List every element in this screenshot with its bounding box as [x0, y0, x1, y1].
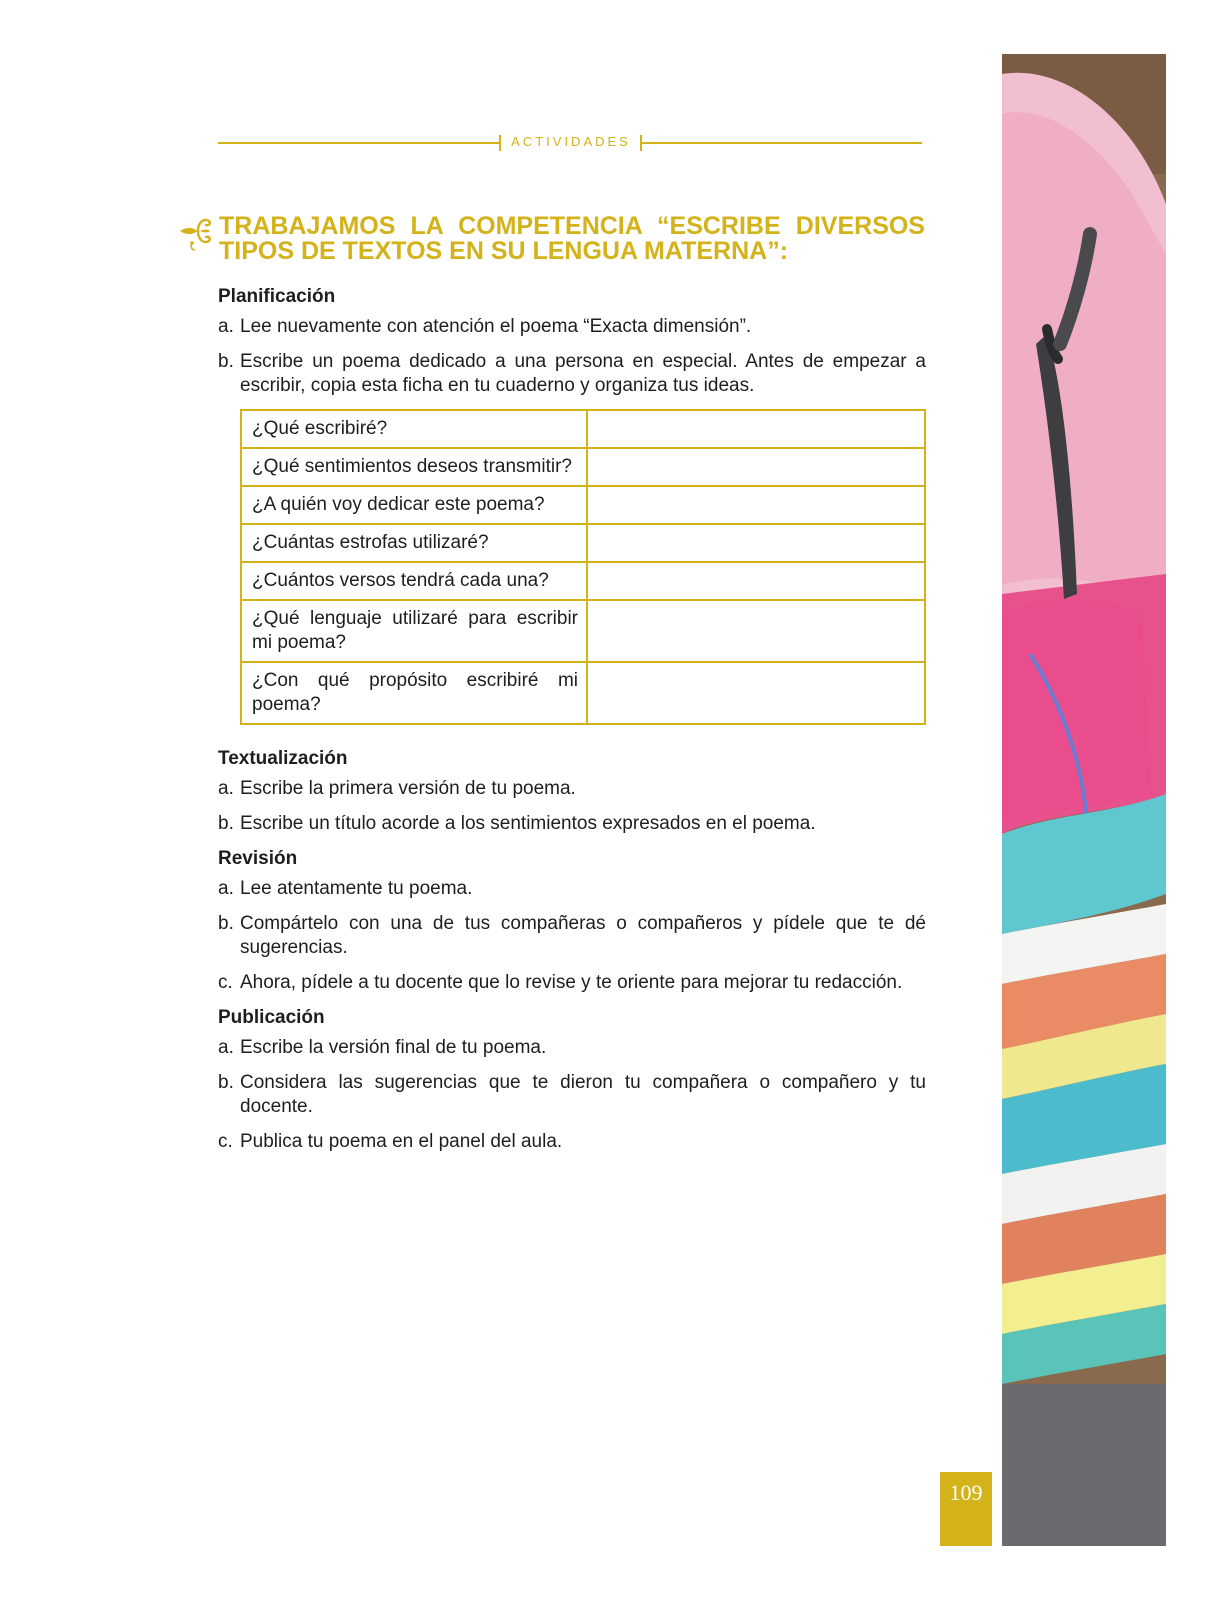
heading-publicacion: Publicación — [218, 1007, 325, 1028]
planning-table — [240, 409, 926, 725]
list-item — [218, 971, 926, 995]
header-label: ACTIVIDADES — [511, 134, 631, 149]
item-letter: c. — [218, 972, 233, 993]
question-cell: ¿Qué lenguaje utilizaré para escribir mi poema? — [241, 600, 587, 662]
item-letter: a. — [218, 1037, 234, 1058]
item-text: Lee atentamente tu poema. — [240, 878, 473, 899]
item-text: Considera las sugerencias que te dieron tu compañera o compañero y tu docente. — [240, 1072, 926, 1117]
item-letter: c. — [218, 1131, 233, 1152]
list-item — [218, 877, 926, 901]
question-cell: ¿Qué sentimientos deseos transmitir? — [241, 448, 587, 486]
item-letter: a. — [218, 778, 234, 799]
fleuron-icon — [178, 212, 212, 252]
header-rule-right — [641, 142, 922, 144]
item-letter: b. — [218, 913, 234, 934]
item-text: Escribe la versión final de tu poema. — [240, 1037, 547, 1058]
item-letter: a. — [218, 878, 234, 899]
heading-textualizacion: Textualización — [218, 748, 348, 769]
list-item — [218, 1130, 926, 1154]
item-letter: b. — [218, 813, 234, 834]
answer-cell — [587, 448, 925, 486]
list-item — [218, 777, 926, 801]
table-row — [241, 524, 925, 562]
question-cell: ¿Cuántas estrofas utilizaré? — [241, 524, 587, 562]
item-text: Escribe la primera versión de tu poema. — [240, 778, 576, 799]
answer-cell — [587, 662, 925, 724]
item-text: Publica tu poema en el panel del aula. — [240, 1131, 563, 1152]
item-text: Ahora, pídele a tu docente que lo revise y te oriente para mejorar tu redacción. — [240, 972, 903, 993]
heading-revision: Revisión — [218, 848, 298, 869]
section-title: TRABAJAMOS LA COMPETENCIA “ESCRIBE DIVERSOS TIPOS DE TEXTOS EN SU LENGUA MATERNA”: — [219, 212, 925, 265]
answer-cell — [587, 562, 925, 600]
activity-content — [218, 285, 926, 1165]
item-text: Escribe un poema dedicado a una persona en especial. Antes de empezar a escribir, copia esta ficha en tu cuaderno y organiza tus ideas. — [240, 351, 926, 396]
table-row — [241, 486, 925, 524]
table-row — [241, 600, 925, 662]
list-item — [218, 1036, 926, 1060]
item-letter: b. — [218, 351, 234, 372]
list-item — [218, 812, 926, 836]
table-row — [241, 410, 925, 448]
header-rule-left — [218, 142, 500, 144]
answer-cell — [587, 486, 925, 524]
answer-cell — [587, 524, 925, 562]
item-text: Escribe un título acorde a los sentimientos expresados en el poema. — [240, 813, 816, 834]
list-item — [218, 315, 926, 339]
question-cell: ¿Con qué propósito escribiré mi poema? — [241, 662, 587, 724]
list-item — [218, 912, 926, 960]
question-cell: ¿A quién voy dedicar este poema? — [241, 486, 587, 524]
item-text: Lee nuevamente con atención el poema “Exacta dimensión”. — [240, 316, 752, 337]
item-text: Compártelo con una de tus compañeras o compañeros y pídele que te dé sugerencias. — [240, 913, 926, 958]
header-tick-left — [499, 135, 501, 151]
question-cell: ¿Cuántos versos tendrá cada una? — [241, 562, 587, 600]
question-cell: ¿Qué escribiré? — [241, 410, 587, 448]
answer-cell — [587, 410, 925, 448]
heading-planificacion: Planificación — [218, 286, 336, 307]
table-row — [241, 562, 925, 600]
page-number: 109 — [949, 1480, 983, 1505]
decorative-painting — [1002, 54, 1166, 1546]
answer-cell — [587, 600, 925, 662]
item-letter: b. — [218, 1072, 234, 1093]
table-row — [241, 662, 925, 724]
table-row — [241, 448, 925, 486]
list-item — [218, 1071, 926, 1119]
list-item — [218, 350, 926, 398]
item-letter: a. — [218, 316, 234, 337]
